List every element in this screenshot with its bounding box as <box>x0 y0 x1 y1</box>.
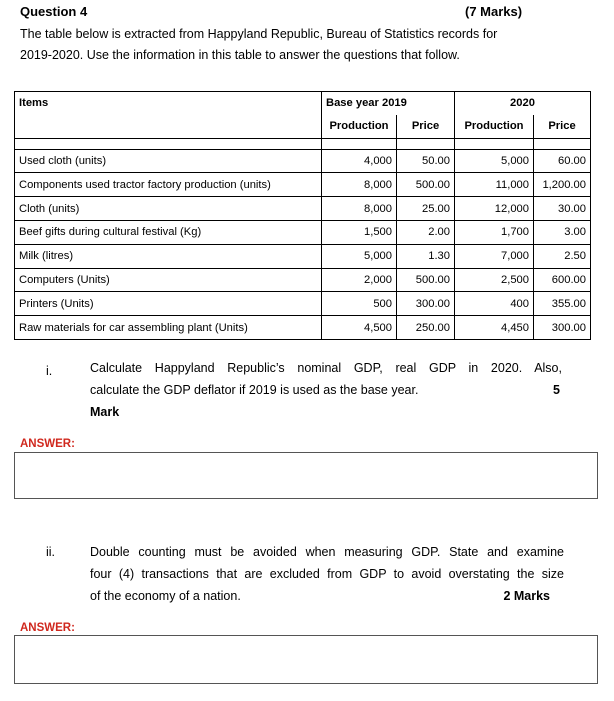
price-2020-cell: 3.00 <box>534 220 591 244</box>
answer-label-2: ANSWER: <box>20 622 75 634</box>
production-2019-header: Production <box>322 115 397 138</box>
intro-line-1: The table below is extracted from Happyland Republic, Bureau of Statistics records for <box>20 27 498 41</box>
item-cell: Milk (litres) <box>15 244 322 268</box>
answer-box-2[interactable] <box>14 635 598 684</box>
price-2020-header: Price <box>534 115 591 138</box>
price-2020-cell: 2.50 <box>534 244 591 268</box>
sub-question-1-line-2: calculate the GDP deflator if 2019 is used as the base year. <box>90 383 419 397</box>
table-row <box>15 220 591 244</box>
sub-question-2-marks: 2 Marks <box>503 589 550 603</box>
sub-question-1-text <box>90 357 562 423</box>
price-2019-cell: 500.00 <box>397 268 455 292</box>
production-2019-cell: 5,000 <box>322 244 397 268</box>
price-2020-cell: 600.00 <box>534 268 591 292</box>
price-2019-header: Price <box>397 115 455 138</box>
table-header-row-2 <box>15 115 591 138</box>
sub-question-2-number: ii. <box>46 545 56 559</box>
table-row <box>15 244 591 268</box>
sub-question-1-line-1: Calculate Happyland Republic’s nominal GDP, real GDP in 2020. Also, <box>90 361 562 375</box>
price-2019-cell: 2.00 <box>397 220 455 244</box>
item-cell: Printers (Units) <box>15 292 322 316</box>
item-cell: Computers (Units) <box>15 268 322 292</box>
price-2020-cell: 355.00 <box>534 292 591 316</box>
question-marks: (7 Marks) <box>465 4 523 19</box>
sub-question-2-text <box>90 541 564 607</box>
sub-question-1-marks-number: 5 <box>553 383 560 397</box>
item-cell: Components used tractor factory production (units) <box>15 173 322 197</box>
base-year-header: Base year 2019 <box>322 92 455 115</box>
table-row <box>15 173 591 197</box>
items-header: Items <box>15 92 322 115</box>
production-2020-cell: 1,700 <box>455 220 534 244</box>
intro-line-2: 2019-2020. Use the information in this table to answer the questions that follow. <box>20 48 460 62</box>
price-2019-cell: 50.00 <box>397 149 455 173</box>
price-2019-cell: 25.00 <box>397 197 455 221</box>
price-2019-cell: 300.00 <box>397 292 455 316</box>
sub-question-2-line-2: four (4) transactions that are excluded from GDP to avoid overstating the size <box>90 567 564 581</box>
production-2020-cell: 5,000 <box>455 149 534 173</box>
item-cell: Beef gifts during cultural festival (Kg) <box>15 220 322 244</box>
production-2020-cell: 400 <box>455 292 534 316</box>
year-2020-header: 2020 <box>455 92 591 115</box>
table-header-row-1 <box>15 92 591 115</box>
production-2019-cell: 4,000 <box>322 149 397 173</box>
question-intro <box>20 24 580 66</box>
price-2020-cell: 1,200.00 <box>534 173 591 197</box>
table-row <box>15 268 591 292</box>
production-2019-cell: 8,000 <box>322 173 397 197</box>
price-2019-cell: 1.30 <box>397 244 455 268</box>
production-2020-header: Production <box>455 115 534 138</box>
production-2020-cell: 4,450 <box>455 316 534 340</box>
sub-question-2-line-3: of the economy of a nation. <box>90 589 241 603</box>
item-cell: Raw materials for car assembling plant (Units) <box>15 316 322 340</box>
sub-question-2-line-1: Double counting must be avoided when measuring GDP. State and examine <box>90 545 564 559</box>
production-2019-cell: 1,500 <box>322 220 397 244</box>
production-2019-cell: 8,000 <box>322 197 397 221</box>
production-2020-cell: 2,500 <box>455 268 534 292</box>
items-header-blank <box>15 115 322 138</box>
item-cell: Cloth (units) <box>15 197 322 221</box>
price-2019-cell: 250.00 <box>397 316 455 340</box>
production-2019-cell: 4,500 <box>322 316 397 340</box>
table-spacer-row <box>15 138 591 149</box>
production-2020-cell: 12,000 <box>455 197 534 221</box>
question-title: Question 4 <box>20 4 88 19</box>
production-2020-cell: 7,000 <box>455 244 534 268</box>
production-2020-cell: 11,000 <box>455 173 534 197</box>
sub-question-1-marks-word: Mark <box>90 405 120 419</box>
table-row <box>15 292 591 316</box>
price-2020-cell: 300.00 <box>534 316 591 340</box>
answer-box-1[interactable] <box>14 452 598 499</box>
price-2020-cell: 60.00 <box>534 149 591 173</box>
table-row <box>15 197 591 221</box>
price-2019-cell: 500.00 <box>397 173 455 197</box>
production-2019-cell: 500 <box>322 292 397 316</box>
table-row <box>15 149 591 173</box>
statistics-table <box>14 91 591 340</box>
price-2020-cell: 30.00 <box>534 197 591 221</box>
answer-label-1: ANSWER: <box>20 438 75 450</box>
sub-question-1-number: i. <box>46 364 53 378</box>
production-2019-cell: 2,000 <box>322 268 397 292</box>
table-row <box>15 316 591 340</box>
item-cell: Used cloth (units) <box>15 149 322 173</box>
